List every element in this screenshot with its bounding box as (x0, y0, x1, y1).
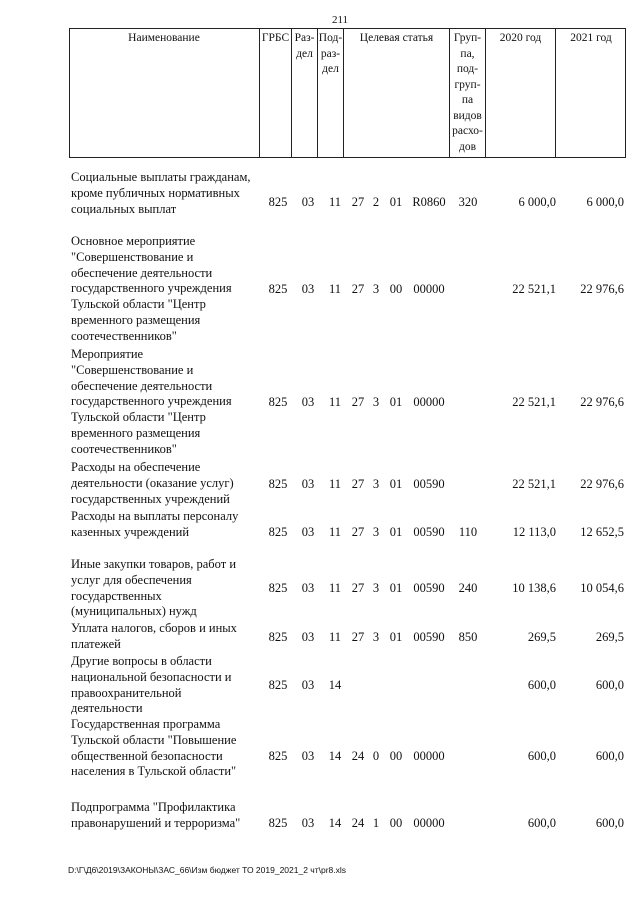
cell-podrazdel: 11 (328, 630, 342, 644)
cell-target-3: 01 (389, 395, 403, 409)
cell-target-3: 00 (389, 816, 403, 830)
file-path-footer: D:\Г\Д6\2019\ЗАКОНЫ\ЗАС_66\Изм бюджет ТО 2019_2021_2 чт\pr8.xls (68, 865, 347, 875)
row-name: Государственная программа Тульской области "Повышение общественной безопасности населения в Тульской области" (71, 717, 237, 779)
cell-target-1: 27 (351, 477, 365, 491)
row-name: Расходы на выплаты персоналу казенных учреждений (71, 509, 239, 539)
header-group: Груп- па, под- груп- па видов расхо- дов (449, 28, 485, 158)
row-name: Подпрограмма "Профилактика правонарушений и терроризма" (71, 800, 241, 830)
cell-2020: 600,0 (527, 749, 556, 763)
cell-2020: 12 113,0 (512, 525, 556, 539)
cell-razdel: 03 (301, 581, 315, 595)
cell-target-2: 3 (372, 477, 380, 491)
cell-grbs: 825 (268, 630, 288, 644)
cell-target-2: 0 (372, 749, 380, 763)
cell-grbs: 825 (268, 816, 288, 830)
cell-2020: 22 521,1 (512, 282, 556, 296)
cell-target-1: 27 (351, 395, 365, 409)
cell-target-1: 27 (351, 282, 365, 296)
cell-2020: 10 138,6 (512, 581, 556, 595)
cell-target-2: 3 (372, 282, 380, 296)
cell-grbs: 825 (268, 477, 288, 491)
cell-grbs: 825 (268, 749, 288, 763)
cell-2021: 12 652,5 (580, 525, 624, 539)
header-podrazdel: Под- раз- дел (317, 28, 343, 158)
cell-group: 320 (458, 195, 478, 209)
row-name: Социальные выплаты гражданам, кроме публичных нормативных социальных выплат (71, 170, 251, 216)
header-target: Целевая статья (343, 28, 449, 158)
cell-2020: 6 000,0 (518, 195, 556, 209)
cell-2021: 600,0 (595, 816, 624, 830)
header-2021: 2021 год (555, 28, 626, 158)
cell-podrazdel: 14 (328, 678, 342, 692)
header-razdel: Раз- дел (291, 28, 317, 158)
cell-2021: 22 976,6 (580, 282, 624, 296)
cell-podrazdel: 14 (328, 749, 342, 763)
cell-2020: 22 521,1 (512, 395, 556, 409)
cell-target-3: 01 (389, 581, 403, 595)
cell-podrazdel: 11 (328, 477, 342, 491)
cell-target-1: 27 (351, 630, 365, 644)
cell-target-4: 00000 (413, 816, 445, 830)
cell-target-4: 00590 (413, 581, 445, 595)
cell-target-3: 01 (389, 525, 403, 539)
cell-grbs: 825 (268, 678, 288, 692)
cell-target-4: 00590 (413, 525, 445, 539)
cell-razdel: 03 (301, 630, 315, 644)
cell-grbs: 825 (268, 395, 288, 409)
table-header (69, 28, 626, 158)
cell-target-3: 01 (389, 195, 403, 209)
cell-target-3: 01 (389, 630, 403, 644)
cell-target-4: 00000 (413, 749, 445, 763)
cell-podrazdel: 14 (328, 816, 342, 830)
cell-2021: 10 054,6 (580, 581, 624, 595)
cell-podrazdel: 11 (328, 525, 342, 539)
cell-target-1: 27 (351, 525, 365, 539)
cell-razdel: 03 (301, 282, 315, 296)
cell-2021: 22 976,6 (580, 395, 624, 409)
cell-group: 110 (458, 525, 478, 539)
cell-2021: 600,0 (595, 749, 624, 763)
cell-grbs: 825 (268, 282, 288, 296)
cell-target-4: 00000 (413, 282, 445, 296)
cell-2021: 269,5 (595, 630, 624, 644)
cell-grbs: 825 (268, 581, 288, 595)
cell-target-2: 3 (372, 525, 380, 539)
cell-razdel: 03 (301, 749, 315, 763)
row-name: Мероприятие "Совершенствование и обеспечение деятельности государственного учреждения Тульской области "Центр временного размещения соотечественников" (71, 347, 232, 456)
row-name: Иные закупки товаров, работ и услуг для обеспечения государственных (муниципальных) нужд (71, 557, 237, 619)
cell-target-1: 24 (351, 749, 365, 763)
cell-2020: 269,5 (527, 630, 556, 644)
cell-target-2: 2 (372, 195, 380, 209)
row-name: Расходы на обеспечение деятельности (оказание услуг) государственных учреждений (71, 460, 234, 506)
cell-group: 850 (458, 630, 478, 644)
cell-razdel: 03 (301, 195, 315, 209)
cell-target-2: 3 (372, 581, 380, 595)
cell-podrazdel: 11 (328, 581, 342, 595)
cell-razdel: 03 (301, 816, 315, 830)
cell-target-1: 27 (351, 581, 365, 595)
page-number: 211 (331, 14, 349, 26)
cell-razdel: 03 (301, 525, 315, 539)
cell-grbs: 825 (268, 525, 288, 539)
cell-target-4: R0860 (412, 195, 446, 209)
cell-2020: 22 521,1 (512, 477, 556, 491)
cell-group: 240 (458, 581, 478, 595)
header-grbs: ГРБС (259, 28, 291, 158)
row-name: Основное мероприятие "Совершенствование и обеспечение деятельности государственного учреждения Тульской области "Центр временного размещения соотечественников" (71, 234, 232, 343)
cell-target-3: 01 (389, 477, 403, 491)
cell-podrazdel: 11 (328, 282, 342, 296)
header-2020: 2020 год (485, 28, 555, 158)
row-name: Уплата налогов, сборов и иных платежей (71, 621, 237, 651)
cell-target-4: 00590 (413, 630, 445, 644)
cell-2020: 600,0 (527, 678, 556, 692)
cell-target-1: 27 (351, 195, 365, 209)
cell-target-3: 00 (389, 749, 403, 763)
cell-target-4: 00000 (413, 395, 445, 409)
cell-podrazdel: 11 (328, 195, 342, 209)
cell-target-4: 00590 (413, 477, 445, 491)
cell-razdel: 03 (301, 395, 315, 409)
cell-razdel: 03 (301, 477, 315, 491)
cell-target-2: 3 (372, 395, 380, 409)
cell-razdel: 03 (301, 678, 315, 692)
header-name: Наименование (128, 32, 200, 44)
cell-target-2: 3 (372, 630, 380, 644)
cell-2021: 600,0 (595, 678, 624, 692)
cell-grbs: 825 (268, 195, 288, 209)
cell-target-2: 1 (372, 816, 380, 830)
cell-target-1: 24 (351, 816, 365, 830)
cell-2020: 600,0 (527, 816, 556, 830)
cell-target-3: 00 (389, 282, 403, 296)
cell-2021: 22 976,6 (580, 477, 624, 491)
cell-2021: 6 000,0 (586, 195, 624, 209)
cell-podrazdel: 11 (328, 395, 342, 409)
row-name: Другие вопросы в области национальной безопасности и правоохранительной деятельности (71, 654, 232, 716)
